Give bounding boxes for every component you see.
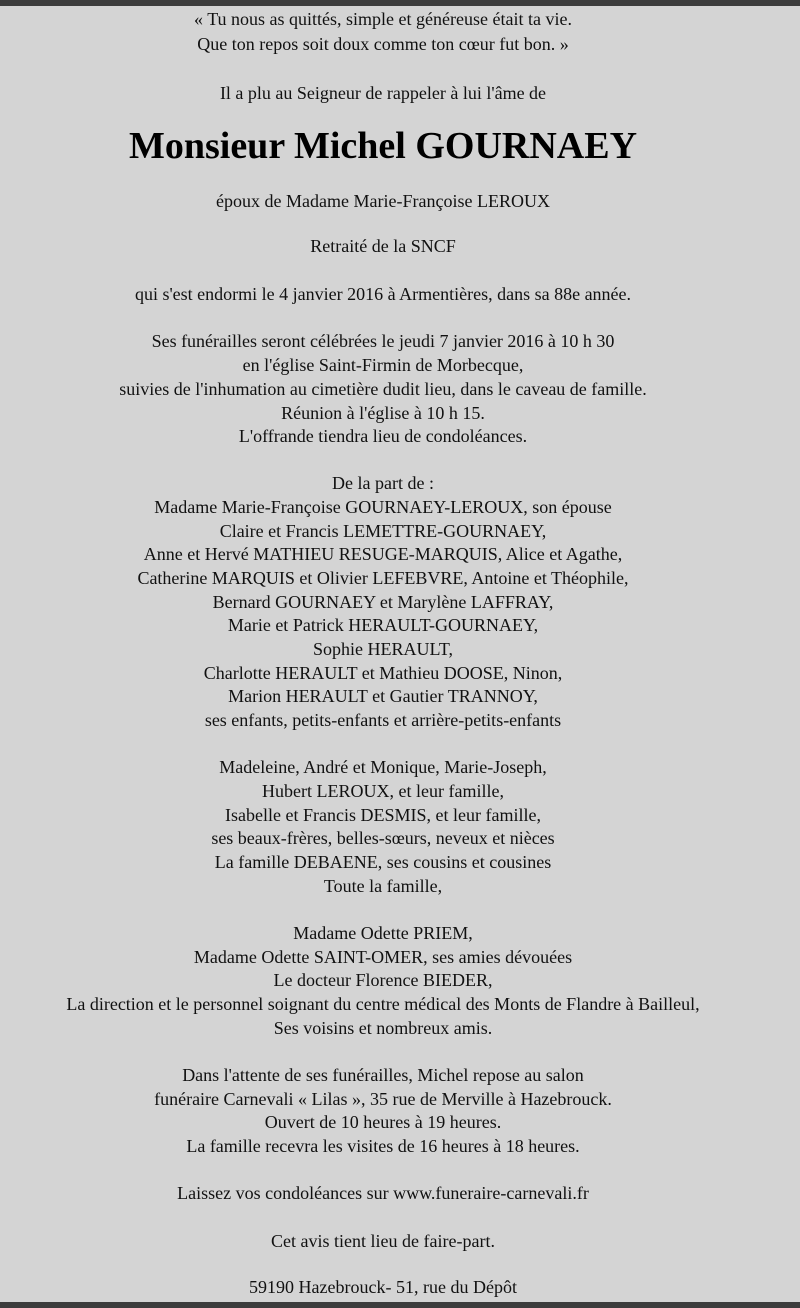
visitation-line: funéraire Carnevali « Lilas », 35 rue de Merville à Hazebrouck. — [154, 1089, 612, 1109]
family-main-line: ses enfants, petits-enfants et arrière-petits-enfants — [204, 710, 562, 730]
family-main-line: Marie et Patrick HERAULT-GOURNAEY, — [227, 615, 539, 635]
family-main-line: Bernard GOURNAEY et Marylène LAFFRAY, — [212, 592, 554, 612]
epigraph-line-2: Que ton repos soit doux comme ton cœur fut bon. » — [197, 34, 569, 54]
family-main-line: Anne et Hervé MATHIEU RESUGE-MARQUIS, Alice et Agathe, — [143, 544, 623, 564]
intro-line: Il a plu au Seigneur de rappeler à lui l'âme de — [219, 83, 547, 103]
family-extended-line: Isabelle et Francis DESMIS, et leur famille, — [225, 805, 541, 825]
family-main-line: Claire et Francis LEMETTRE-GOURNAEY, — [219, 521, 547, 541]
funeral-line-5: L'offrande tiendra lieu de condoléances. — [238, 426, 528, 446]
family-extended-line: Toute la famille, — [323, 876, 443, 896]
friends-line: Ses voisins et nombreux amis. — [273, 1018, 493, 1038]
friends-line: Le docteur Florence BIEDER, — [273, 970, 493, 990]
funeral-line-4: Réunion à l'église à 10 h 15. — [281, 403, 485, 423]
occupation-line: Retraité de la SNCF — [310, 236, 456, 256]
bottom-border — [0, 1302, 800, 1308]
family-heading: De la part de : — [332, 473, 434, 493]
address-line: 59190 Hazebrouck- 51, rue du Dépôt — [249, 1277, 517, 1297]
visitation-line: Dans l'attente de ses funérailles, Michel repose au salon — [182, 1065, 584, 1085]
deceased-name: Monsieur Michel GOURNAEY — [128, 125, 638, 167]
family-extended-line: Hubert LEROUX, et leur famille, — [262, 781, 504, 801]
spouse-line: époux de Madame Marie-Françoise LEROUX — [216, 191, 550, 211]
friends-line: Madame Odette PRIEM, — [293, 923, 473, 943]
funeral-line-2: en l'église Saint-Firmin de Morbecque, — [242, 355, 524, 375]
family-main-line: Sophie HERAULT, — [312, 639, 453, 659]
condolences-line: Laissez vos condoléances sur www.funeraire-carnevali.fr — [177, 1183, 589, 1203]
friends-line: La direction et le personnel soignant du centre médical des Monts de Flandre à Bailleul, — [66, 994, 700, 1014]
family-extended-line: La famille DEBAENE, ses cousins et cousines — [214, 852, 552, 872]
faire-part-line: Cet avis tient lieu de faire-part. — [271, 1231, 495, 1251]
funeral-line-1: Ses funérailles seront célébrées le jeudi 7 janvier 2016 à 10 h 30 — [151, 331, 615, 351]
family-main-line: Charlotte HERAULT et Mathieu DOOSE, Ninon, — [203, 663, 563, 683]
visitation-line: Ouvert de 10 heures à 19 heures. — [264, 1112, 502, 1132]
friends-line: Madame Odette SAINT-OMER, ses amies dévouées — [193, 947, 573, 967]
family-main-line: Catherine MARQUIS et Olivier LEFEBVRE, Antoine et Théophile, — [137, 568, 629, 588]
family-extended-line: Madeleine, André et Monique, Marie-Joseph, — [219, 757, 547, 777]
obituary-notice — [0, 6, 800, 1302]
family-main-line: Marion HERAULT et Gautier TRANNOY, — [228, 686, 538, 706]
visitation-line: La famille recevra les visites de 16 heures à 18 heures. — [186, 1136, 580, 1156]
epigraph-line-1: « Tu nous as quittés, simple et généreuse était ta vie. — [194, 9, 572, 29]
funeral-line-3: suivies de l'inhumation au cimetière dudit lieu, dans le caveau de famille. — [119, 379, 647, 399]
family-extended-line: ses beaux-frères, belles-sœurs, neveux et nièces — [211, 828, 555, 848]
death-line: qui s'est endormi le 4 janvier 2016 à Armentières, dans sa 88e année. — [134, 284, 632, 304]
family-main-line: Madame Marie-Françoise GOURNAEY-LEROUX, son épouse — [154, 497, 612, 517]
